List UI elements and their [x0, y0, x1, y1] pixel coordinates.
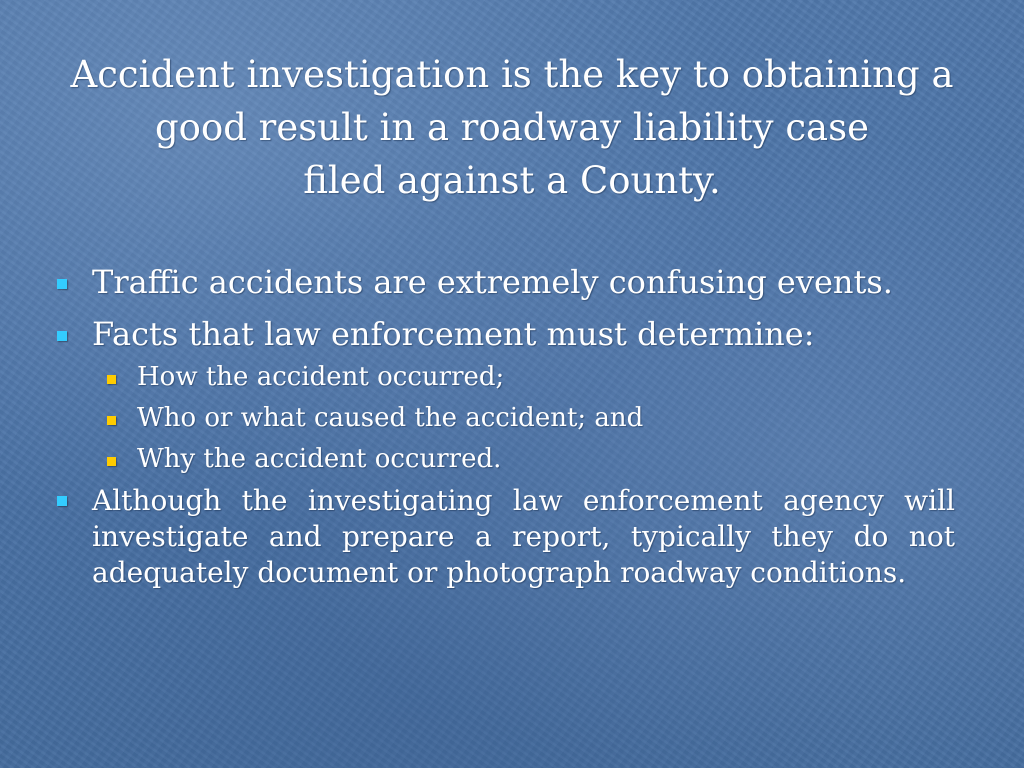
bullet-text: Traffic accidents are extremely confusing events.: [92, 263, 893, 301]
title-line: good result in a roadway liability case: [154, 106, 869, 149]
sub-bullet-text: Why the accident occurred.: [137, 444, 502, 474]
sub-bullet-text: How the accident occurred;: [137, 362, 505, 392]
square-bullet-icon: [57, 331, 67, 341]
bullet-item: [50, 314, 955, 354]
bullet-text: Facts that law enforcement must determine:: [92, 315, 815, 353]
title-line: filed against a County.: [303, 159, 721, 202]
sub-bullet-list: [50, 360, 955, 476]
sub-bullet-text: Who or what caused the accident; and: [137, 403, 644, 433]
square-bullet-icon: [107, 416, 116, 425]
bullet-item: [50, 483, 955, 591]
square-bullet-icon: [107, 457, 116, 466]
square-bullet-icon: [57, 279, 67, 289]
slide-body: [50, 262, 955, 603]
sub-bullet-item: [50, 401, 955, 435]
square-bullet-icon: [107, 375, 116, 384]
bullet-item: [50, 262, 955, 302]
title-line: Accident investigation is the key to obtaining a: [70, 53, 954, 96]
bullet-text: Although the investigating law enforcement agency will investigate and prepare a report, typically they do not adequately document or photograph roadway conditions.: [92, 484, 955, 589]
sub-bullet-item: [50, 360, 955, 394]
square-bullet-icon: [57, 496, 67, 506]
sub-bullet-item: [50, 442, 955, 476]
slide-title: [40, 48, 984, 207]
